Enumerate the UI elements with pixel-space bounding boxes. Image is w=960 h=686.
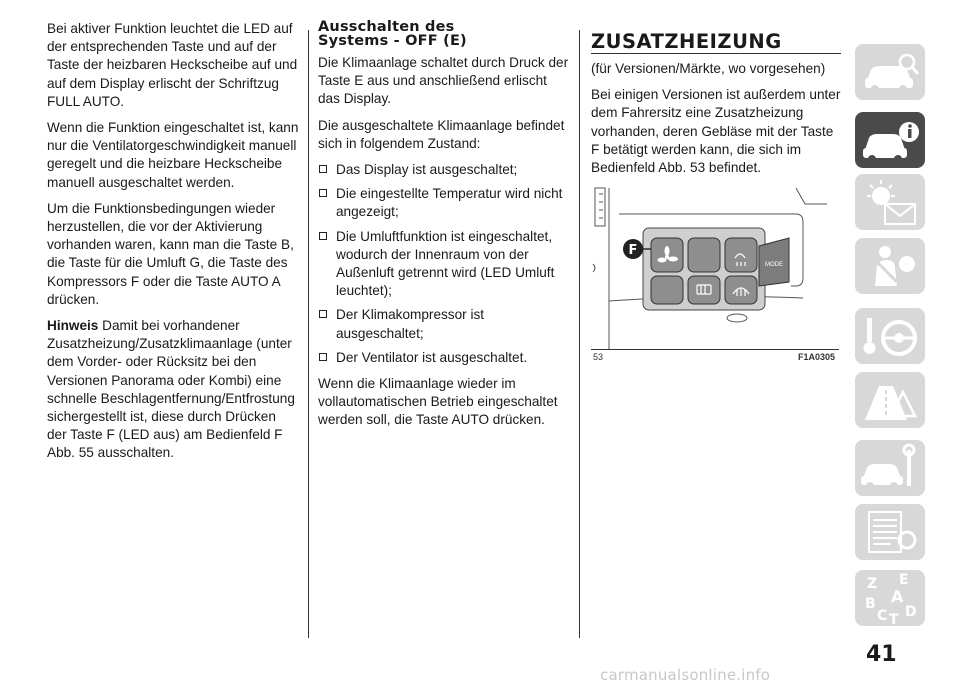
watermark: carmanualsonline.info — [600, 666, 771, 684]
paragraph: Die Klimaanlage schaltet durch Druck der Taste E aus und anschließend erlischt das Display. — [318, 55, 569, 107]
list-item: Die Umluftfunktion ist eingeschaltet, wodurch der Innenraum von der Außenluft getrennt wird (LED Umluft leuchtet); — [318, 228, 570, 301]
note-label: Hinweis — [47, 318, 99, 334]
list-item: Der Klimakompressor ist ausgeschaltet; — [318, 306, 570, 342]
road-emergency-icon — [855, 372, 925, 428]
blank-button — [688, 238, 720, 272]
tab-warning-lights[interactable] — [855, 174, 925, 230]
index-letter: B — [865, 596, 876, 612]
index-letter: C — [877, 608, 888, 624]
figure-rule — [591, 349, 839, 350]
text-column-2 — [318, 20, 570, 438]
tab-technical-data[interactable] — [855, 504, 925, 560]
rear-defrost-button — [688, 276, 720, 304]
tab-index[interactable] — [855, 570, 925, 626]
section-heading: ZUSATZHEIZUNG — [591, 30, 782, 53]
note-paragraph — [47, 317, 299, 463]
paragraph: Wenn die Funktion eingeschaltet ist, kann nur die Ventilatorgeschwindigkeit manuell geregelt und die heizbare Heckscheibe manuell ausgeschaltet werden. — [47, 120, 299, 190]
list-item: Der Ventilator ist ausgeschaltet. — [318, 349, 570, 367]
index-letter: D — [905, 604, 917, 620]
subtitle: (für Versionen/Märkte, wo vorgesehen) — [591, 61, 826, 76]
index-letter: T — [889, 612, 899, 626]
tab-car-search[interactable] — [855, 44, 925, 100]
index-letter: Z — [867, 576, 878, 592]
paragraph: Wenn die Klimaanlage wieder im vollautomatischen Betrieb eingeschaltet werden soll, die Taste AUTO drücken. — [318, 376, 558, 428]
figure-code: F1A0305 — [797, 352, 835, 362]
index-letter: A — [891, 587, 904, 606]
column-divider — [308, 30, 309, 638]
section-heading — [318, 20, 570, 48]
tab-emergency[interactable] — [855, 372, 925, 428]
blank-lower-button — [651, 276, 683, 304]
callout-label: F — [628, 243, 638, 258]
key-steering-wheel-icon — [855, 308, 925, 364]
warning-light-envelope-icon — [855, 174, 925, 230]
paragraph: Bei einigen Versionen ist außerdem unter dem Fahrersitz eine Zusatzheizung vorhanden, deren Gebläse mit der Taste F betätigt werden kann, die sich im Bedienfeld Abb. 53 befindet. — [591, 87, 841, 176]
technical-data-list-icon — [855, 504, 925, 560]
mode-label: MODE — [765, 262, 783, 268]
tab-service[interactable] — [855, 440, 925, 496]
tab-starting-driving[interactable] — [855, 308, 925, 364]
heading-line: Ausschalten des — [318, 19, 455, 35]
car-search-icon — [855, 44, 925, 100]
defrost-up-button — [725, 238, 757, 272]
list-item: Die eingestellte Temperatur wird nicht angezeigt; — [318, 185, 570, 221]
heading-rule — [591, 53, 841, 54]
control-panel-figure — [591, 186, 841, 350]
page-number: 41 — [866, 642, 897, 667]
heading-line: Systems - OFF (E) — [318, 33, 467, 49]
tab-car-info[interactable] — [855, 112, 925, 168]
index-letter: E — [899, 572, 909, 588]
column-divider — [579, 30, 580, 638]
seatbelt-airbag-icon — [855, 238, 925, 294]
text-column-1 — [47, 20, 299, 471]
paragraph: Um die Funktionsbedingungen wieder herzustellen, die vor der Aktivierung vorhanden waren, kann man die Taste B, die Taste für die Umluft G, die Taste des Kompressors F oder die Taste AUTO A drücken. — [47, 200, 294, 307]
paragraph: Bei aktiver Funktion leuchtet die LED auf der entsprechenden Taste und auf der Taste der heizbaren Heckscheibe auf und auf dem Display erlischt der Schriftzug FULL AUTO. — [47, 21, 298, 109]
text-column-3 — [591, 32, 841, 185]
figure-number: 53 — [593, 352, 604, 362]
note-text: Damit bei vorhandener Zusatzheizung/Zusatzklimaanlage (unter dem Vorder- oder Rücksitz bei den Versionen Panorama oder Kombi) eine schnelle Beschlagentfernung/Entfrostung sichergestellt ist, diese durch Drücken der Taste F (LED aus) am Bedienfeld F Abb. 55 ausschalten. — [47, 318, 295, 461]
car-service-tools-icon — [855, 440, 925, 496]
tab-safety[interactable] — [855, 238, 925, 294]
car-info-icon — [855, 112, 925, 168]
alphabetical-index-icon — [855, 570, 925, 626]
list-item: Das Display ist ausgeschaltet; — [318, 161, 570, 179]
paragraph: Die ausgeschaltete Klimaanlage befindet sich in folgendem Zustand: — [318, 117, 565, 151]
